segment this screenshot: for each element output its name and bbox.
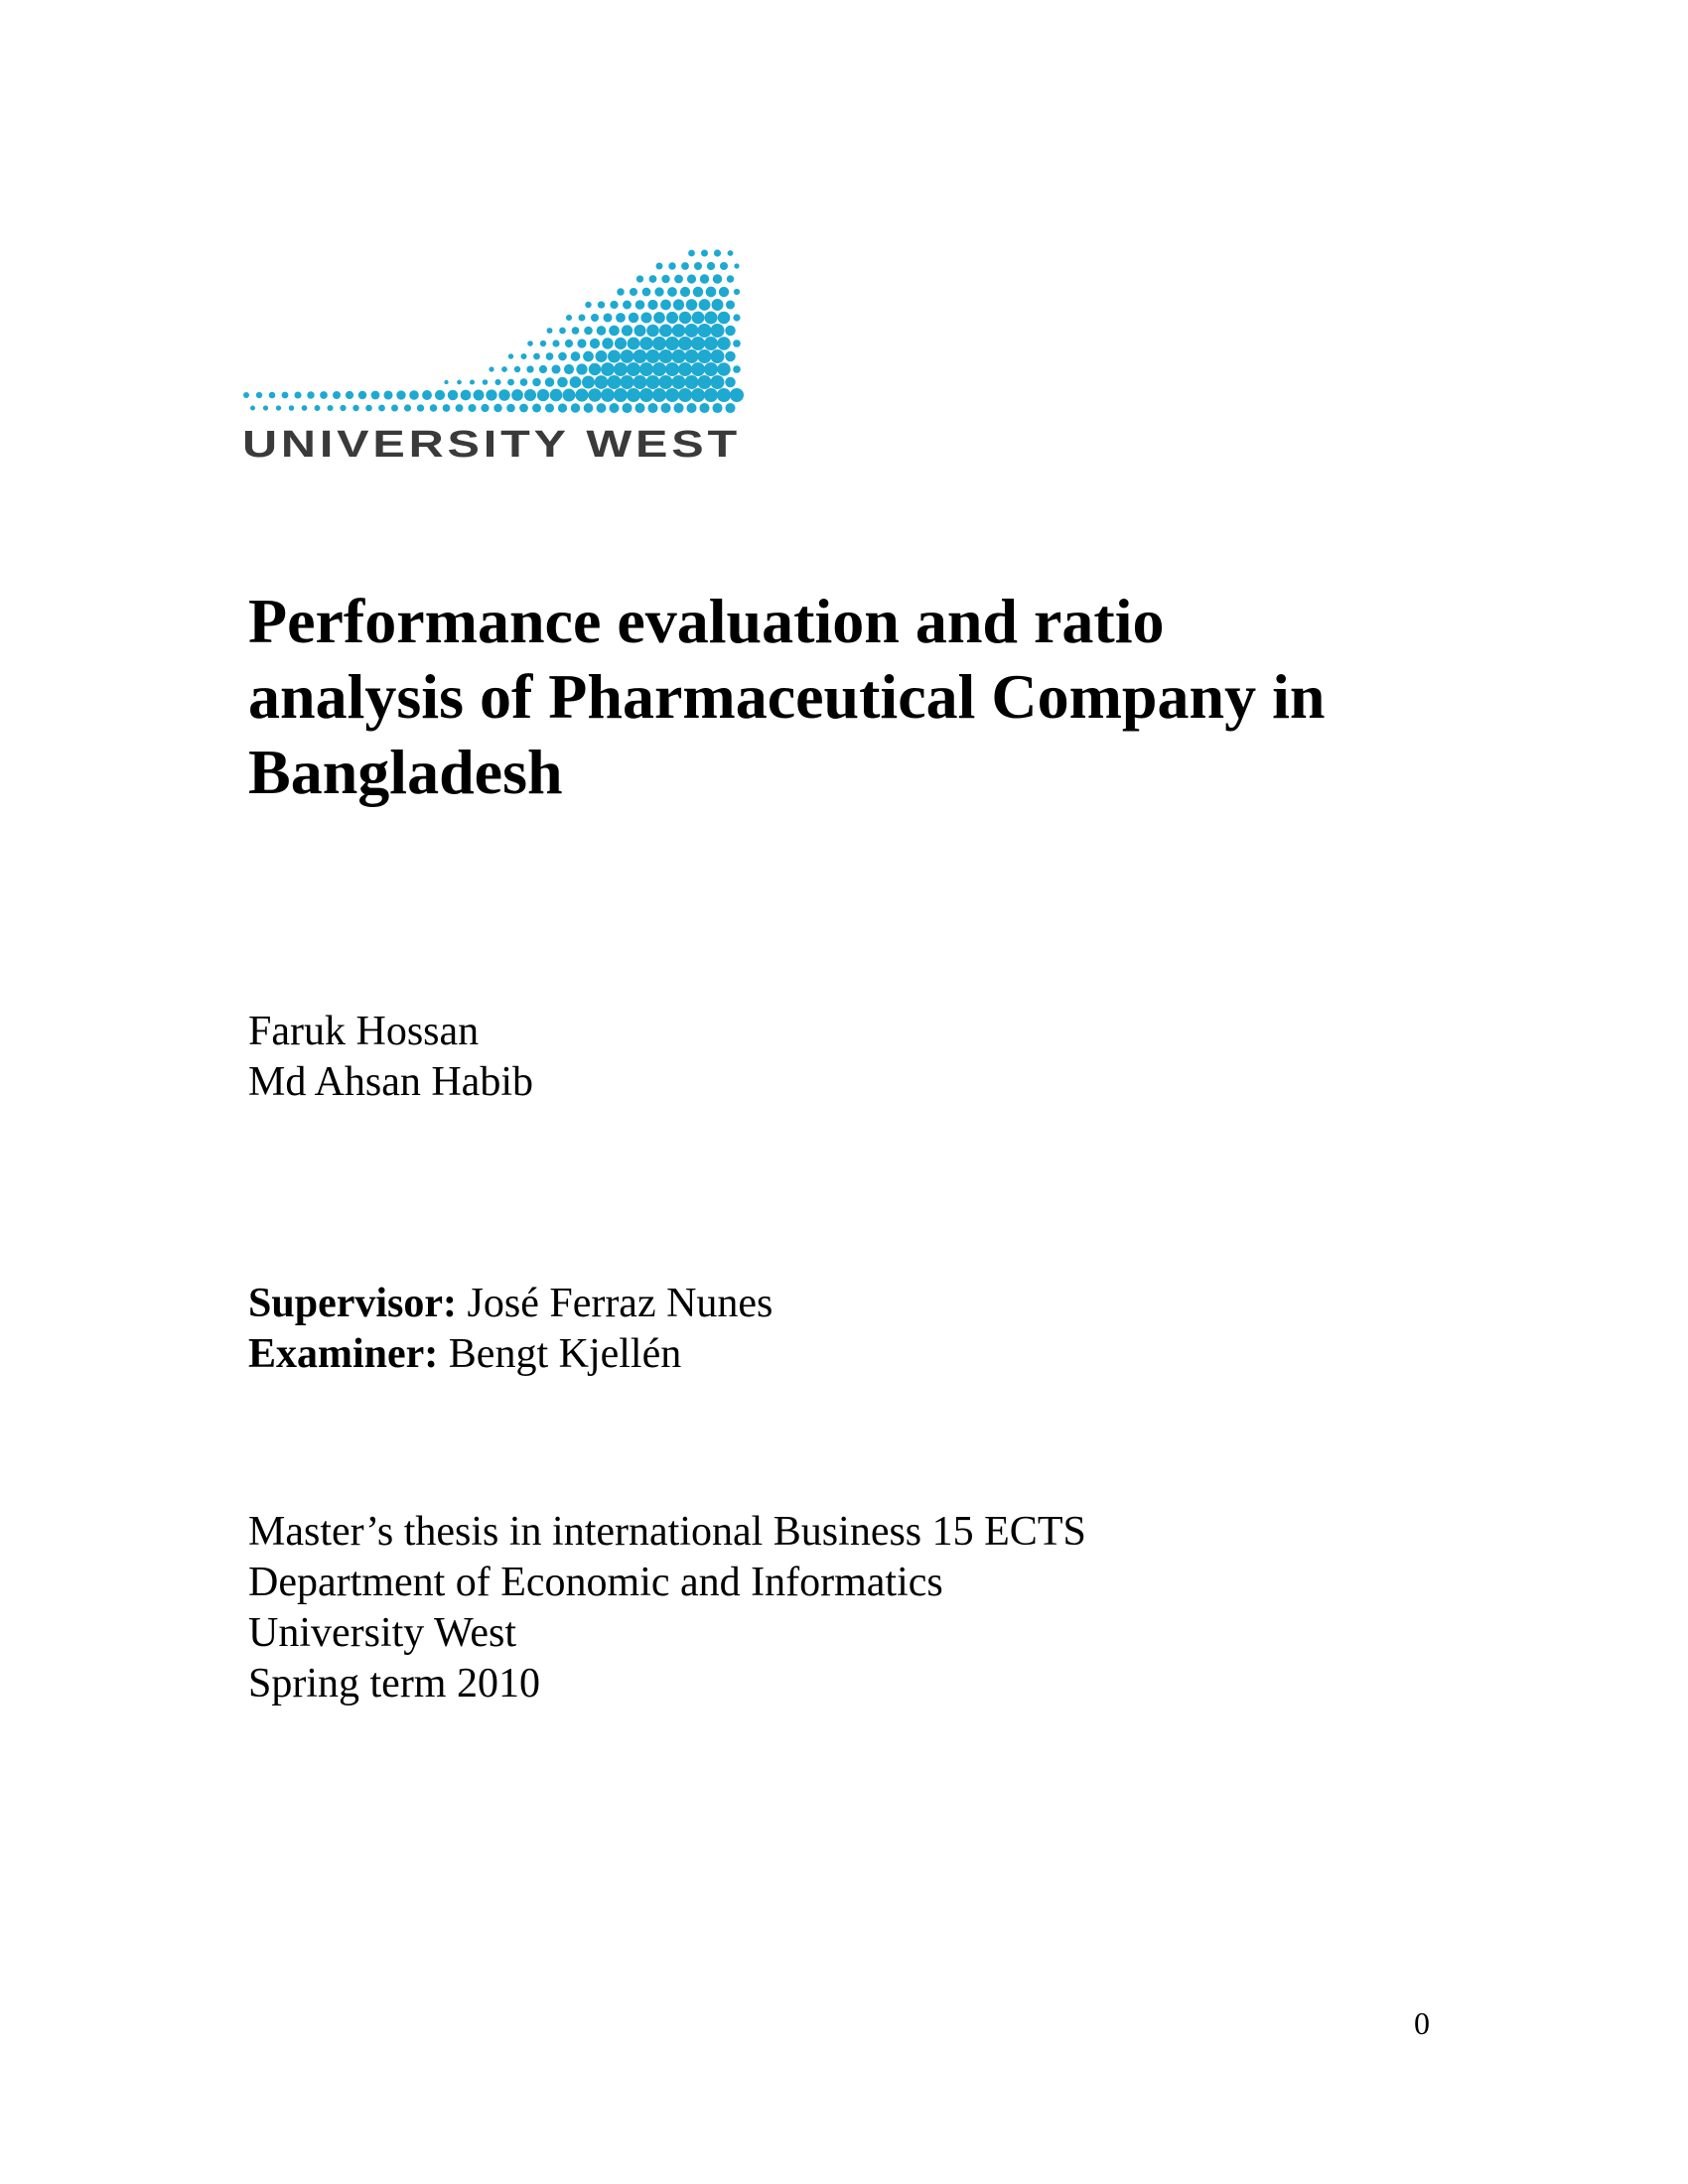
logo-dot xyxy=(430,404,438,412)
supervision-block xyxy=(248,1279,773,1380)
supervisor-label: Supervisor: xyxy=(248,1281,457,1326)
logo-dot xyxy=(498,389,510,401)
logo-dot xyxy=(621,375,634,389)
logo-dot xyxy=(269,392,276,399)
logo-dot xyxy=(672,375,686,389)
logo-dot xyxy=(665,337,679,350)
logo-dot xyxy=(698,349,712,363)
logo-dot xyxy=(327,405,333,411)
logo-dot xyxy=(598,301,605,308)
logo-dot xyxy=(582,376,595,389)
examiner-name: Bengt Kjellén xyxy=(448,1331,682,1377)
title-line: Performance evaluation and ratio xyxy=(248,586,1165,656)
logo-dot xyxy=(733,365,741,373)
logo-dot xyxy=(704,311,717,324)
logo-dot xyxy=(571,403,580,412)
logo-dot xyxy=(591,314,599,322)
logo-dot xyxy=(727,275,734,282)
logo-dot xyxy=(733,314,740,321)
logo-dot xyxy=(243,392,249,398)
logo-dot xyxy=(687,274,696,283)
logo-dot xyxy=(698,375,712,389)
logo-dot xyxy=(435,390,445,400)
logo-dot xyxy=(585,302,591,308)
logo-dot xyxy=(443,404,451,412)
logo-dot xyxy=(656,263,663,270)
logo-dot xyxy=(659,375,673,389)
logo-dot xyxy=(678,388,692,402)
logo-dot xyxy=(640,312,651,323)
logo-dot xyxy=(668,262,675,269)
logo-dot xyxy=(717,337,730,349)
logo-dot xyxy=(507,379,514,386)
logo-dot xyxy=(614,362,628,376)
logo-dot xyxy=(448,390,458,400)
page-number: 0 xyxy=(1414,2005,1430,2041)
logo-dot xyxy=(468,404,476,412)
logo-dot xyxy=(489,366,493,371)
logo-dot xyxy=(565,340,573,347)
logo-dot xyxy=(719,287,729,297)
thesis-title xyxy=(248,584,1479,810)
logo-dot xyxy=(383,390,392,399)
logo-dot xyxy=(358,391,367,400)
degree-line: Master’s thesis in international Business 15 ECTS xyxy=(248,1509,1086,1555)
logo-dot xyxy=(282,392,289,399)
logo-dot xyxy=(563,389,576,402)
logo-dot xyxy=(726,300,735,309)
logo-wordmark: UNIVERSITY WEST xyxy=(242,424,741,465)
logo-dot xyxy=(597,326,607,336)
logo-dot xyxy=(506,404,515,413)
logo-dot xyxy=(601,362,615,376)
logo-dot xyxy=(520,378,528,386)
logo-dot xyxy=(635,300,645,310)
title-line: Bangladesh xyxy=(248,737,563,807)
logo-dot xyxy=(691,388,705,402)
logo-dot xyxy=(537,389,549,401)
logo-dot xyxy=(718,312,731,325)
logo-dot xyxy=(713,274,723,284)
logo-dot xyxy=(595,375,609,389)
supervisor-line xyxy=(248,1279,773,1329)
logo-dot xyxy=(630,288,637,296)
logo-dot xyxy=(678,337,692,350)
university-west-logo xyxy=(242,236,745,465)
logo-dot xyxy=(417,404,424,411)
logo-dot xyxy=(647,403,657,413)
logo-dot xyxy=(576,363,587,374)
logo-dot xyxy=(704,362,718,376)
logo-dot xyxy=(717,388,731,402)
logo-dot xyxy=(647,300,657,310)
logo-dot xyxy=(610,301,618,309)
logo-dot xyxy=(578,314,585,321)
logo-dot xyxy=(730,388,744,402)
logo-dot xyxy=(629,313,638,323)
logo-dot xyxy=(678,362,692,376)
logo-dot xyxy=(617,288,624,295)
logo-dot xyxy=(550,389,563,402)
author-list xyxy=(248,1007,533,1108)
logo-dot xyxy=(652,388,666,402)
logo-dot xyxy=(571,351,581,361)
logo-dot xyxy=(559,328,566,335)
logo-dot xyxy=(699,403,709,413)
logo-dot xyxy=(734,263,739,268)
examiner-line xyxy=(248,1329,773,1380)
logo-dot xyxy=(686,299,698,311)
logo-dot xyxy=(685,349,699,363)
logo-dot xyxy=(609,326,620,337)
logo-dot xyxy=(320,391,328,399)
author-name: Md Ahsan Habib xyxy=(248,1059,533,1105)
logo-dot xyxy=(588,388,601,401)
logo-dot xyxy=(654,287,663,296)
title-line: analysis of Pharmaceutical Company in xyxy=(248,661,1326,732)
logo-dot xyxy=(589,363,601,375)
logo-dot xyxy=(610,403,620,413)
logo-dot xyxy=(711,324,725,338)
logo-dot xyxy=(622,403,632,413)
logo-dot xyxy=(673,403,683,413)
thesis-info-block xyxy=(248,1507,1086,1709)
logo-dot xyxy=(665,362,679,376)
logo-dot xyxy=(524,389,536,401)
logo-dot xyxy=(533,353,540,360)
logo-dot xyxy=(672,349,686,363)
logo-dot xyxy=(653,312,665,324)
logo-dot xyxy=(483,379,489,385)
logo-dot xyxy=(456,404,464,412)
logo-dot xyxy=(680,287,690,297)
logo-dot xyxy=(627,362,640,376)
logo-dot xyxy=(711,349,725,363)
logo-dot xyxy=(597,403,607,413)
logo-dot xyxy=(700,274,709,283)
logo-dot xyxy=(340,405,346,411)
logo-dot xyxy=(444,380,448,384)
logo-dot xyxy=(685,324,699,338)
logo-dot xyxy=(570,376,582,388)
logo-dot xyxy=(294,391,301,398)
logo-dot xyxy=(633,349,647,363)
logo-dot xyxy=(575,388,588,401)
logo-dot xyxy=(422,390,432,400)
logo-dot xyxy=(652,337,666,350)
logo-dot xyxy=(646,349,660,363)
logo-dot xyxy=(694,262,702,270)
logo-dot xyxy=(250,406,255,411)
logo-dot xyxy=(639,362,653,376)
examiner-label: Examiner: xyxy=(248,1331,439,1377)
logo-dot xyxy=(627,388,640,402)
logo-dot xyxy=(545,403,554,412)
logo-dot xyxy=(302,405,308,411)
logo-dot xyxy=(628,338,640,350)
logo-dot xyxy=(634,403,644,413)
logo-dot xyxy=(660,403,670,413)
logo-dot xyxy=(511,389,523,401)
logo-dot xyxy=(734,289,740,295)
term-line: Spring term 2010 xyxy=(248,1661,540,1706)
logo-dot xyxy=(707,262,715,270)
logo-dot xyxy=(486,389,496,400)
logo-dot xyxy=(646,325,659,338)
logo-dot xyxy=(404,404,411,411)
logo-dot xyxy=(577,339,586,347)
logo-dot xyxy=(493,404,501,412)
logo-dot xyxy=(659,324,672,337)
logo-dot xyxy=(546,352,554,360)
logo-dot xyxy=(646,375,660,389)
logo-dot xyxy=(615,338,627,349)
logo-dot xyxy=(688,250,695,257)
logo-dot xyxy=(601,388,615,402)
logo-dot xyxy=(665,388,679,402)
logo-dot xyxy=(409,390,419,400)
logo-dot xyxy=(494,379,500,385)
department-line: Department of Economic and Informatics xyxy=(248,1560,943,1605)
logo-dot xyxy=(307,391,314,398)
logo-dot xyxy=(679,312,692,325)
logo-dot xyxy=(666,312,678,324)
logo-dot xyxy=(701,249,708,256)
logo-dot xyxy=(608,350,621,363)
logo-dot xyxy=(526,365,533,372)
logo-dot xyxy=(660,300,671,311)
logo-dot xyxy=(614,388,628,402)
logo-dot xyxy=(691,362,705,376)
logo-dot xyxy=(520,353,526,359)
logo-dot xyxy=(545,377,555,387)
logo-dot xyxy=(590,339,600,348)
university-line: University West xyxy=(248,1610,516,1656)
logo-dot xyxy=(717,362,730,375)
logo-dot xyxy=(564,364,574,374)
logo-dot xyxy=(551,364,560,373)
logo-dot xyxy=(659,349,673,363)
logo-dot xyxy=(725,351,736,362)
logo-dot xyxy=(616,313,626,323)
logo-dot xyxy=(692,312,705,325)
logo-dot xyxy=(691,337,705,350)
logo-dot xyxy=(474,390,485,401)
logo-dot xyxy=(728,250,734,256)
logo-dot xyxy=(622,325,633,336)
logo-dot xyxy=(352,405,358,411)
logo-dot xyxy=(681,262,689,270)
logo-dot xyxy=(558,352,567,361)
logo-dot xyxy=(276,405,281,410)
logo-dot xyxy=(532,404,541,413)
logo-dot xyxy=(596,350,608,362)
logo-dot xyxy=(566,315,572,321)
logo-dot xyxy=(514,366,520,372)
logo-dot xyxy=(391,405,398,412)
logo-dot xyxy=(639,388,653,402)
logo-dot xyxy=(532,378,541,387)
logo-dot xyxy=(256,392,262,398)
logo-dot xyxy=(501,366,507,372)
logo-dot xyxy=(289,405,295,411)
logo-dot xyxy=(733,340,741,347)
logo-dot xyxy=(346,391,353,399)
logo-dot xyxy=(540,341,546,346)
logo-dot xyxy=(704,337,718,350)
logo-dot xyxy=(457,380,462,385)
logo-dot xyxy=(711,375,725,389)
logo-dot xyxy=(378,405,385,412)
supervisor-name: José Ferraz Nunes xyxy=(467,1281,774,1326)
logo-dot xyxy=(584,403,594,413)
logo-dot xyxy=(608,375,622,389)
logo-dot-pattern xyxy=(243,249,744,413)
logo-dot xyxy=(584,327,593,336)
logo-dot xyxy=(557,377,568,388)
logo-dot xyxy=(725,326,736,337)
logo-dot xyxy=(642,288,651,297)
logo-dot xyxy=(371,391,380,400)
logo-dot xyxy=(470,379,475,384)
logo-dot xyxy=(725,403,735,413)
logo-dot xyxy=(603,313,612,322)
logo-dot xyxy=(583,351,594,362)
logo-dot xyxy=(481,404,489,412)
logo-dot xyxy=(621,349,634,363)
logo-dot xyxy=(461,390,472,401)
logo-dot xyxy=(639,337,652,349)
logo-dot xyxy=(672,324,686,338)
logo-dot xyxy=(333,391,341,399)
logo-dot xyxy=(572,327,580,335)
logo-dot xyxy=(263,405,268,410)
logo-dot xyxy=(674,275,683,284)
logo-dot xyxy=(699,299,711,311)
logo-dot xyxy=(686,403,696,413)
logo-dot xyxy=(552,340,559,346)
logo-dot xyxy=(706,287,717,298)
logo-dot xyxy=(693,287,703,297)
logo-dot xyxy=(539,365,547,373)
logo-dot xyxy=(508,353,513,358)
logo-dot xyxy=(623,301,632,310)
logo-dot xyxy=(712,403,722,413)
logo-dot xyxy=(558,403,567,412)
logo-dot xyxy=(519,404,528,413)
logo-dot xyxy=(396,390,405,399)
logo-dot xyxy=(634,325,646,337)
logo-dot xyxy=(720,262,728,270)
logo-dot xyxy=(527,341,533,346)
logo-dot xyxy=(667,287,677,297)
logo-dot xyxy=(712,299,724,311)
logo-dot xyxy=(725,377,736,388)
logo-dot xyxy=(633,375,647,389)
logo-dot xyxy=(649,275,657,283)
logo-dot xyxy=(704,388,718,402)
logo-dot xyxy=(547,328,553,334)
logo-dot xyxy=(714,249,721,256)
logo-dot xyxy=(315,405,321,411)
logo-dot xyxy=(652,362,666,376)
logo-dot xyxy=(685,375,699,389)
logo-dot xyxy=(661,275,669,283)
author-name: Faruk Hossan xyxy=(248,1009,480,1054)
university-west-logo-graphic xyxy=(242,236,745,465)
logo-dot xyxy=(698,324,712,338)
logo-dot xyxy=(365,405,372,412)
logo-dot xyxy=(636,275,643,282)
logo-dot xyxy=(602,338,613,348)
logo-dot xyxy=(673,299,684,310)
